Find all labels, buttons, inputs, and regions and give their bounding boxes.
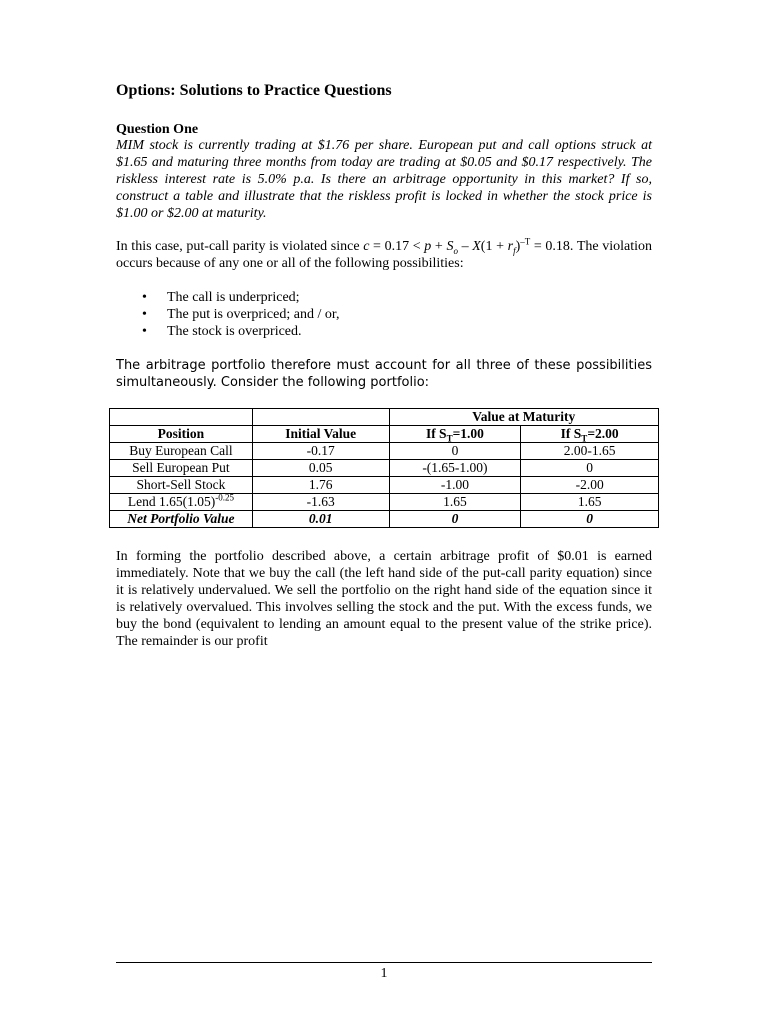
parity-minus: – [457,239,473,254]
arbitrage-portfolio-table [109,408,659,528]
position-cell: Sell European Put [110,460,253,477]
var-r-sub: f [513,245,516,256]
st-2-cell: -2.00 [521,477,659,494]
st-1-header: If $S_T=1.00$ [389,426,521,443]
position-cell: Lend $1.65(1.05)^{-0.25}$ [110,494,253,511]
net-st-2-value: 0 [521,511,659,528]
var-r: r [507,239,514,254]
initial-value-header: Initial Value [252,426,389,443]
st-2-cell: 1.65 [521,494,659,511]
parity-exponent: –T [520,236,531,247]
footer-divider [116,962,652,963]
net-portfolio-value-label: Net Portfolio Value [110,511,253,528]
st-1-cell: -(1.65-1.00) [389,460,521,477]
initial-value-cell: -0.17 [252,443,389,460]
st-2-header: If $S_T=2.00$ [521,426,659,443]
conclusion-paragraph: In forming the portfolio described above, a certain arbitrage profit of $0.01 is earned immediately. Note that we buy the call (the left hand side of the put-call parity equation) since it is relatively undervalued. We sell the portfolio on the right hand side of the equation since it is relatively overvalued. This involves selling the stock and the put. With the excess funds, we buy the bond (equivalent to lending an amount equal to the present value of the strike price). The remainder is our profit [116,549,652,649]
document-title: Options: Solutions to Practice Questions [116,82,392,99]
table-row [110,443,659,460]
parity-paren-close: ) [515,239,521,254]
st-1-cell: -1.00 [389,477,521,494]
initial-value-cell: 1.76 [252,477,389,494]
parity-paren-open: (1 + [480,239,508,254]
var-s-sub: o [453,245,458,256]
parity-plus: + [431,239,447,254]
var-c: c [363,239,370,254]
initial-value-cell: 0.05 [252,460,389,477]
question-heading: Question One [116,122,199,137]
value-at-maturity-header: Value at Maturity [389,409,658,426]
var-x: X [472,239,481,254]
possibilities-list [116,289,339,340]
initial-value-cell: -1.63 [252,494,389,511]
st-1-cell: 1.65 [389,494,521,511]
var-s: S [446,239,454,254]
table-row [110,494,659,511]
table-cell-empty [110,409,253,426]
parity-mid: = 0.17 < [369,239,425,254]
list-item: • The call is underpriced; [116,289,339,306]
st-2-cell: 2.00-1.65 [521,443,659,460]
position-cell: Short-Sell Stock [110,477,253,494]
st-1-cell: 0 [389,443,521,460]
table-row [110,460,659,477]
table-header-row [110,426,659,443]
question-text: MIM stock is currently trading at $1.76 per share. European put and call options struck at $1.65 and maturing three months from today are trading at $0.05 and $0.17 respectively. The riskless interest rate is 5.0% p.a. Is there an arbitrage opportunity in this market? If so, construct a table and illustrate that the riskless profit is locked in whether the stock price is $1.00 or $2.00 at maturity. [116,138,652,221]
table-cell-empty [252,409,389,426]
parity-tail: = 0.18. The violation occurs because of any one or all of the following possibilities: [116,239,652,271]
table-total-row [110,511,659,528]
net-initial-value: 0.01 [252,511,389,528]
table-row [110,477,659,494]
table-group-header-row [110,409,659,426]
portfolio-intro-paragraph: The arbitrage portfolio therefore must account for all three of these possibilities simultaneously. Consider the following portfolio: [116,358,652,390]
position-header: Position [110,426,253,443]
st-2-cell: 0 [521,460,659,477]
page-number: 1 [380,966,388,981]
parity-lead: In this case, put-call parity is violated since [116,239,364,254]
net-st-1-value: 0 [389,511,521,528]
parity-paragraph [116,238,652,272]
position-cell: Buy European Call [110,443,253,460]
list-item: • The stock is overpriced. [116,323,339,340]
var-p: p [424,239,432,254]
list-item: • The put is overpriced; and / or, [116,306,339,323]
